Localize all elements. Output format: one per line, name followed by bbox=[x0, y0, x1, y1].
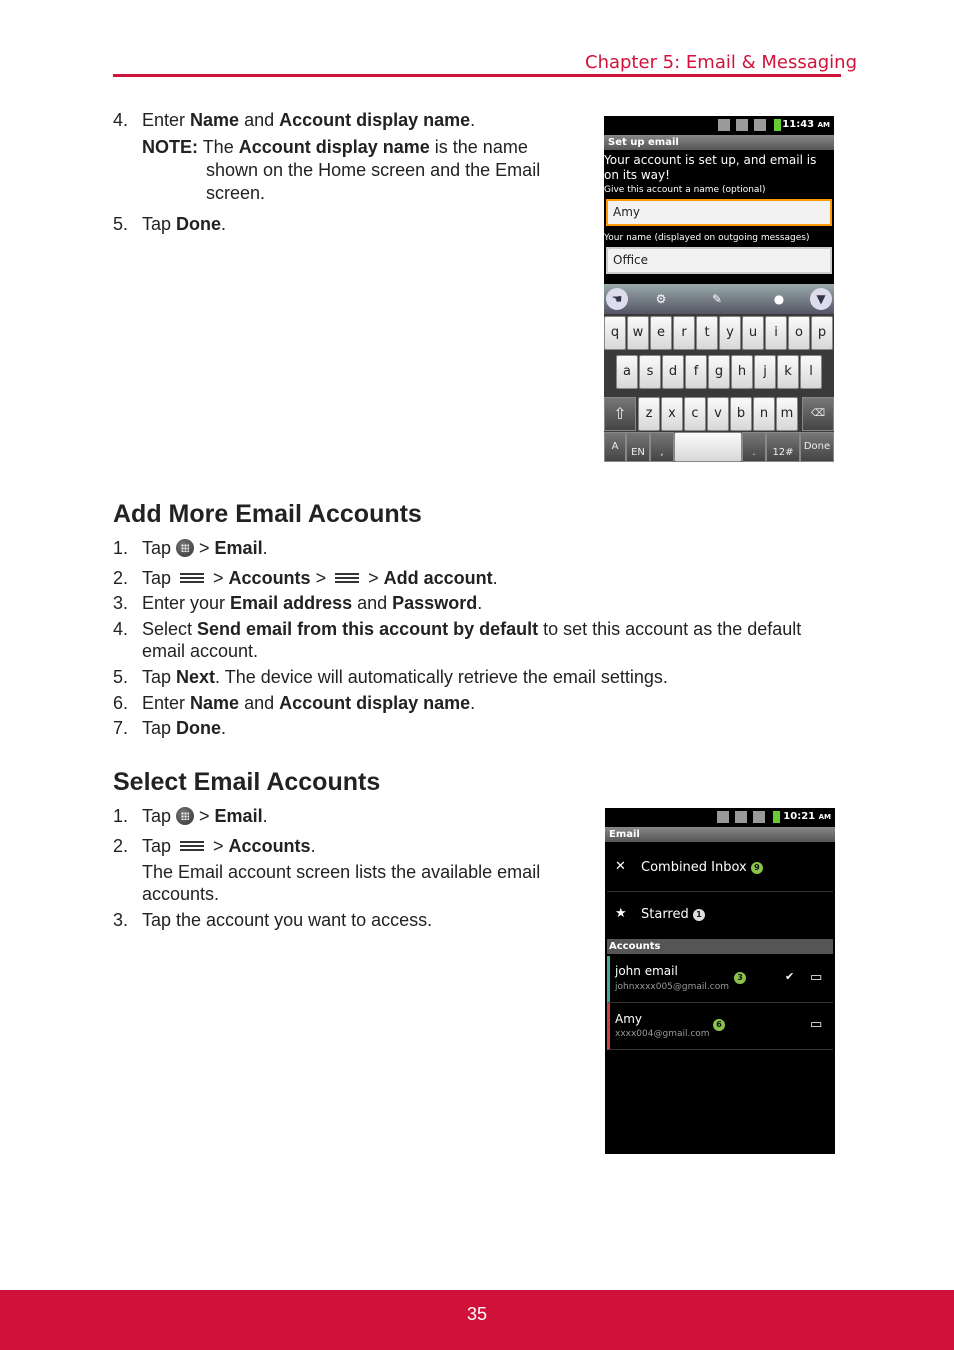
signal-icon bbox=[754, 119, 766, 131]
note-line: screen. bbox=[206, 183, 266, 203]
step-text: Select Send email from this account by default to set this account as the default bbox=[142, 619, 802, 639]
apps-icon bbox=[176, 807, 194, 825]
section-heading: Select Email Accounts bbox=[113, 768, 381, 796]
key-t[interactable]: t bbox=[696, 316, 718, 350]
account-name-label: Give this account a name (optional) bbox=[604, 185, 766, 195]
unread-badge: 6 bbox=[713, 1019, 725, 1031]
setup-message: Your account is set up, and email is bbox=[604, 153, 817, 167]
period-key[interactable]: . bbox=[742, 432, 766, 462]
menu-icon bbox=[331, 571, 363, 585]
check-icon: ✔ bbox=[785, 970, 795, 983]
setup-message: on its way! bbox=[604, 168, 670, 182]
step-text: Tap Next. The device will automatically retrieve the email settings. bbox=[142, 667, 668, 687]
key-b[interactable]: b bbox=[730, 397, 752, 431]
step-text: Tap > Email. bbox=[142, 806, 268, 826]
chevron-down-icon[interactable]: ▼ bbox=[810, 288, 832, 310]
step-number: 7. bbox=[113, 718, 129, 738]
battery-icon bbox=[773, 811, 780, 823]
key-m[interactable]: m bbox=[776, 397, 798, 431]
menu-icon bbox=[176, 839, 208, 853]
key-v[interactable]: v bbox=[707, 397, 729, 431]
key-q[interactable]: q bbox=[604, 316, 626, 350]
shift-key[interactable]: ⇧ bbox=[604, 397, 636, 431]
step-text: accounts. bbox=[142, 884, 220, 904]
key-f[interactable]: f bbox=[685, 355, 707, 389]
key-z[interactable]: z bbox=[638, 397, 660, 431]
inbox-icon: ✕ bbox=[615, 859, 626, 874]
step-text: The Email account screen lists the available email bbox=[142, 862, 541, 882]
key-n[interactable]: n bbox=[753, 397, 775, 431]
step-text: Enter your Email address and Password. bbox=[142, 593, 483, 613]
key-d[interactable]: d bbox=[662, 355, 684, 389]
step-text: Tap the account you want to access. bbox=[142, 910, 433, 930]
header-rule bbox=[113, 74, 841, 77]
page-number: 35 bbox=[466, 1304, 488, 1324]
account-row[interactable] bbox=[607, 956, 833, 1003]
account-name-field[interactable]: Amy bbox=[606, 199, 832, 226]
text-mode-key[interactable]: A bbox=[604, 432, 626, 462]
hand-icon[interactable]: ☚ bbox=[606, 288, 628, 310]
account-name: Amy bbox=[615, 1012, 642, 1026]
backspace-key[interactable]: ⌫ bbox=[802, 397, 834, 431]
step-number: 4. bbox=[113, 110, 129, 130]
unread-badge: 9 bbox=[751, 862, 763, 874]
section-heading: Add More Email Accounts bbox=[113, 500, 422, 528]
keyboard-toolbar bbox=[604, 284, 834, 314]
status-bar bbox=[604, 116, 834, 134]
step-number: 6. bbox=[113, 693, 129, 713]
step-number: 1. bbox=[113, 538, 129, 558]
step-number: 2. bbox=[113, 836, 129, 856]
account-email: johnxxxx005@gmail.com bbox=[615, 982, 729, 992]
chapter-header: Chapter 5: Email & Messaging bbox=[585, 52, 857, 73]
starred-row[interactable] bbox=[607, 892, 833, 938]
step-5-text: Tap Done. bbox=[142, 214, 227, 234]
battery-icon bbox=[774, 119, 781, 131]
email-accounts-screenshot bbox=[605, 808, 835, 1154]
apps-icon bbox=[176, 539, 194, 557]
account-email: xxxx004@gmail.com bbox=[615, 1029, 710, 1039]
key-w[interactable]: w bbox=[627, 316, 649, 350]
key-e[interactable]: e bbox=[650, 316, 672, 350]
signal-icon bbox=[718, 119, 730, 131]
key-o[interactable]: o bbox=[788, 316, 810, 350]
folder-icon[interactable]: ▭ bbox=[810, 970, 823, 985]
combined-inbox-row[interactable] bbox=[607, 844, 833, 892]
step-number: 3. bbox=[113, 910, 129, 930]
setup-email-screenshot bbox=[604, 116, 834, 462]
your-name-label: Your name (displayed on outgoing messages) bbox=[604, 233, 810, 243]
key-x[interactable]: x bbox=[661, 397, 683, 431]
key-s[interactable]: s bbox=[639, 355, 661, 389]
key-j[interactable]: j bbox=[754, 355, 776, 389]
status-time: 10:21 AM bbox=[783, 811, 831, 822]
accounts-header: Accounts bbox=[607, 939, 833, 954]
combined-inbox-label: Combined Inbox 9 bbox=[641, 860, 763, 875]
step-number: 4. bbox=[113, 619, 129, 639]
count-badge: 1 bbox=[693, 909, 705, 921]
key-p[interactable]: p bbox=[811, 316, 833, 350]
step-number: 5. bbox=[113, 667, 129, 687]
starred-label: Starred 1 bbox=[641, 907, 705, 922]
step-text: Enter Name and Account display name. bbox=[142, 693, 476, 713]
keyboard bbox=[604, 284, 834, 462]
key-c[interactable]: c bbox=[684, 397, 706, 431]
your-name-field[interactable]: Office bbox=[606, 247, 832, 274]
status-bar bbox=[605, 808, 835, 826]
unread-badge: 3 bbox=[734, 972, 746, 984]
space-key[interactable] bbox=[674, 432, 742, 462]
microphone-icon[interactable]: ● bbox=[773, 292, 785, 306]
key-r[interactable]: r bbox=[673, 316, 695, 350]
gear-icon[interactable]: ⚙ bbox=[655, 292, 667, 306]
step-4-text: Enter Name and Account display name. bbox=[142, 110, 476, 130]
done-key[interactable]: Done bbox=[800, 432, 834, 462]
data-icon bbox=[735, 811, 747, 823]
step-text: Tap > Accounts > > Add account. bbox=[142, 568, 498, 588]
key-g[interactable]: g bbox=[708, 355, 730, 389]
screen-title: Set up email bbox=[604, 135, 834, 150]
key-a[interactable]: a bbox=[616, 355, 638, 389]
step-text: Tap > Accounts. bbox=[142, 836, 316, 856]
step-text: email account. bbox=[142, 641, 259, 661]
step-number: 3. bbox=[113, 593, 129, 613]
account-row[interactable] bbox=[607, 1003, 833, 1050]
note-line: shown on the Home screen and the Email bbox=[206, 160, 541, 180]
step-text: Tap > Email. bbox=[142, 538, 268, 558]
note-text: NOTE: The Account display name is the name bbox=[142, 137, 528, 157]
folder-icon[interactable]: ▭ bbox=[810, 1017, 823, 1032]
menu-icon bbox=[176, 571, 208, 585]
signal-icon bbox=[753, 811, 765, 823]
key-i[interactable]: i bbox=[765, 316, 787, 350]
comma-key[interactable]: , bbox=[650, 432, 674, 462]
key-h[interactable]: h bbox=[731, 355, 753, 389]
account-name: john email bbox=[615, 964, 678, 978]
step-number: 5. bbox=[113, 214, 129, 234]
star-icon: ★ bbox=[615, 906, 627, 921]
number-key[interactable]: 12# bbox=[766, 432, 800, 462]
step-number: 1. bbox=[113, 806, 129, 826]
language-key[interactable]: EN bbox=[626, 432, 650, 462]
screen-title: Email bbox=[605, 827, 835, 842]
key-u[interactable]: u bbox=[742, 316, 764, 350]
status-time: 11:43 AM bbox=[782, 119, 830, 130]
step-number: 2. bbox=[113, 568, 129, 588]
edit-icon[interactable]: ✎ bbox=[711, 292, 723, 306]
data-icon bbox=[736, 119, 748, 131]
step-text: Tap Done. bbox=[142, 718, 227, 738]
key-l[interactable]: l bbox=[800, 355, 822, 389]
signal-icon bbox=[717, 811, 729, 823]
key-y[interactable]: y bbox=[719, 316, 741, 350]
key-k[interactable]: k bbox=[777, 355, 799, 389]
